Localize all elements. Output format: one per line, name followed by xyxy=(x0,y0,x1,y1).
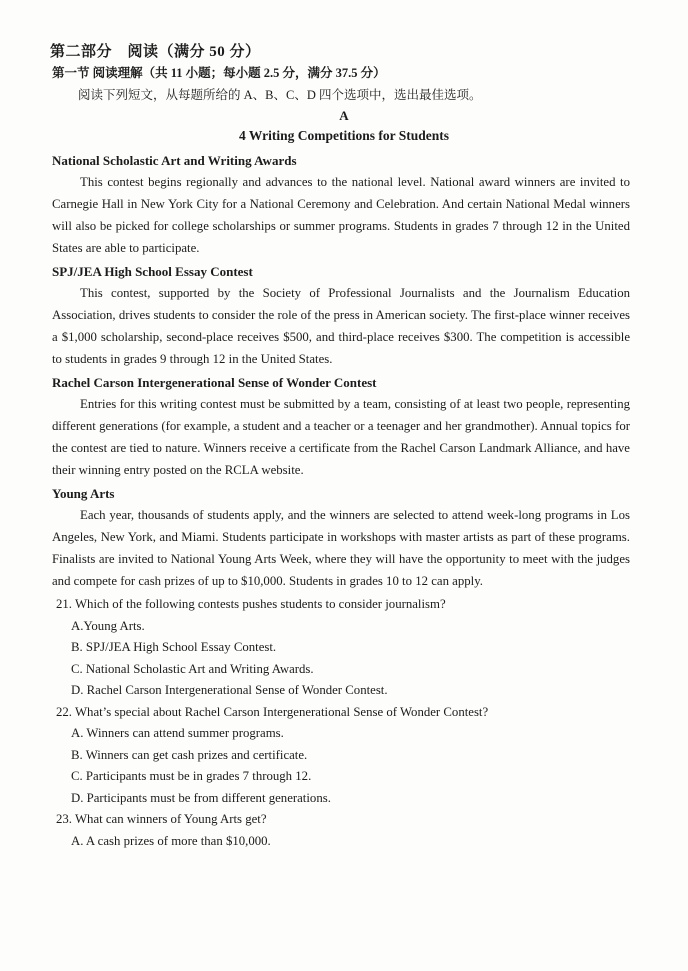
contest-heading: Young Arts xyxy=(52,486,115,501)
question-21 xyxy=(52,594,630,702)
contest-paragraph: This contest, supported by the Society of Professional Journalists and the Journalism Education Association, drives students to consider the role of the press in American society. The first-place winner receives a $1,000 scholarship, second-place receives $500, and third-place receives $300. The competition is accessible to students in grades 9 through 12 in the United States. xyxy=(52,286,630,366)
contest-paragraph: This contest begins regionally and advances to the national level. National award winners are invited to Carnegie Hall in New York City for a National Ceremony and Celebration. And certain National Medal winners will also be picked for college scholarships or summer programs. Students in grades 7 through 12 in the United States are able to participate. xyxy=(52,175,630,255)
contest-section xyxy=(52,483,630,592)
option-b: B. SPJ/JEA High School Essay Contest. xyxy=(71,640,277,654)
contest-paragraph: Entries for this writing contest must be submitted by a team, consisting of at least two people, representing different generations (for example, a student and a teacher or a teenager and her grandmother). Annual topics for the contest are tied to nature. Winners receive a certificate from the Rachel Carson Landmark Alliance, and have their winning entry posted on the RCLA website. xyxy=(52,397,630,477)
question-stem: 21. Which of the following contests pushes students to consider journalism? xyxy=(56,597,446,611)
contest-paragraph: Each year, thousands of students apply, and the winners are selected to attend week-long programs in Los Angeles, New York, and Miami. Students participate in workshops with master artists as part of these programs. Finalists are invited to National Young Arts Week, where they will have the opportunity to meet with the judges and compete for cash prizes of up to $10,000. Students in grades 10 to 12 can apply. xyxy=(52,508,630,588)
option-b: B. Winners can get cash prizes and certificate. xyxy=(71,747,308,762)
contest-heading: National Scholastic Art and Writing Awards xyxy=(52,153,297,168)
section-title: 第一节 阅读理解（共 11 小题；每小题 2.5 分，满分 37.5 分） xyxy=(52,66,386,80)
contest-heading: SPJ/JEA High School Essay Contest xyxy=(52,264,253,279)
instructions: 阅读下列短文，从每题所给的 A、B、C、D 四个选项中，选出最佳选项。 xyxy=(78,88,482,102)
question-list xyxy=(52,594,630,852)
option-d: D. Participants must be from different generations. xyxy=(71,790,331,805)
question-stem: 23. What can winners of Young Arts get? xyxy=(56,812,267,826)
contest-heading: Rachel Carson Intergenerational Sense of Wonder Contest xyxy=(52,375,377,390)
option-d: D. Rachel Carson Intergenerational Sense of Wonder Contest. xyxy=(71,683,388,697)
option-c: C. Participants must be in grades 7 through 12. xyxy=(71,769,312,783)
passage-title: 4 Writing Competitions for Students xyxy=(238,128,450,143)
part-title: 第二部分 阅读（满分 50 分） xyxy=(50,44,261,60)
question-23 xyxy=(52,809,630,852)
option-c: C. National Scholastic Art and Writing Awards. xyxy=(71,661,314,676)
option-a: A. A cash prizes of more than $10,000. xyxy=(71,833,271,848)
question-stem: 22. What’s special about Rachel Carson Intergenerational Sense of Wonder Contest? xyxy=(56,704,489,719)
option-a: A. Winners can attend summer programs. xyxy=(71,726,284,740)
question-22 xyxy=(52,702,630,810)
contest-section xyxy=(52,150,630,259)
contest-section xyxy=(52,261,630,370)
passage-body xyxy=(52,150,630,852)
passage-label: A xyxy=(339,108,349,123)
option-a: A.Young Arts. xyxy=(71,618,145,633)
contest-section xyxy=(52,372,630,481)
